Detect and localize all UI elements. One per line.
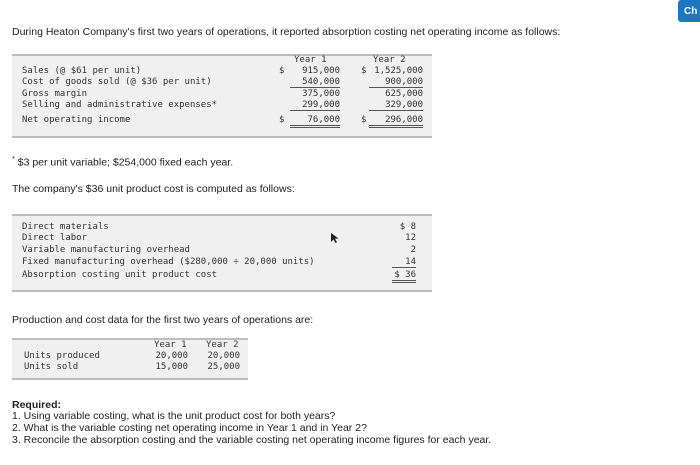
- uc-row-label: Absorption costing unit product cost: [22, 270, 218, 280]
- is-y1-prefix: $: [279, 115, 285, 125]
- is-y1-value: 375,000: [302, 89, 340, 99]
- is-row-label: Sales (@ $61 per unit): [22, 66, 142, 76]
- prod-year2-header: Year 2: [206, 340, 239, 350]
- uc-row-value: 12: [405, 233, 416, 243]
- is-y2-value: 625,000: [385, 89, 423, 99]
- year1-header: Year 1: [294, 55, 327, 65]
- uc-row-label: Direct labor: [22, 233, 88, 243]
- is-row-label: Selling and administrative expenses*: [22, 100, 218, 110]
- uc-row-label: Direct materials: [22, 222, 109, 232]
- uc-row-value: 14: [392, 257, 416, 268]
- is-y1-prefix: $: [279, 66, 285, 76]
- prod-year1-header: Year 1: [154, 340, 187, 350]
- footnote-mark: *: [12, 156, 15, 163]
- production-intro: Production and cost data for the first two years of operations are:: [12, 314, 314, 326]
- is-row-label: Cost of goods sold (@ $36 per unit): [22, 77, 212, 87]
- unit-cost-intro: The company's $36 unit product cost is computed as follows:: [12, 183, 295, 195]
- is-y1-value: 540,000: [290, 77, 340, 88]
- is-y2-prefix: $: [361, 66, 367, 76]
- prod-y1-value: 20,000: [155, 351, 188, 361]
- uc-row-label: Fixed manufacturing overhead ($280,000 ÷ 20,000 units): [22, 257, 315, 267]
- required-item-1: 1. Using variable costing, what is the unit product cost for both years?: [12, 410, 336, 422]
- prod-y2-value: 25,000: [207, 362, 240, 372]
- footnote: [12, 156, 233, 169]
- prod-y2-value: 20,000: [207, 351, 240, 361]
- prod-row-label: Units produced: [24, 351, 100, 361]
- prod-row-label: Units sold: [24, 362, 79, 372]
- required-item-2: 2. What is the variable costing net operating income in Year 1 and in Year 2?: [12, 422, 367, 434]
- mouse-cursor-icon: [330, 232, 340, 244]
- prod-y1-value: 15,000: [155, 362, 188, 372]
- footnote-text: $3 per unit variable; $254,000 fixed each year.: [17, 156, 234, 169]
- required-title: Required:: [12, 399, 62, 411]
- uc-row-value: $ 36: [392, 270, 416, 283]
- uc-row-value: 2: [410, 245, 416, 255]
- is-y2-value: 900,000: [369, 77, 423, 88]
- is-y1-value: 76,000: [290, 115, 340, 128]
- is-y1-value: 915,000: [302, 66, 340, 76]
- is-y2-value: 1,525,000: [374, 66, 423, 76]
- is-y2-value: 329,000: [369, 100, 423, 111]
- is-y1-value: 299,000: [290, 100, 340, 111]
- intro-text: During Heaton Company's first two years of operations, it reported absorption costing net operating income as follows:: [12, 26, 561, 38]
- is-row-label: Net operating income: [22, 115, 131, 125]
- corner-button[interactable]: Ch: [678, 0, 700, 22]
- is-row-label: Gross margin: [22, 89, 88, 99]
- year2-header: Year 2: [373, 55, 406, 65]
- required-item-3: 3. Reconcile the absorption costing and the variable costing net operating income figures for each year.: [12, 434, 492, 446]
- uc-row-value: $ 8: [399, 222, 416, 232]
- uc-row-label: Variable manufacturing overhead: [22, 245, 190, 255]
- is-y2-value: 296,000: [369, 115, 423, 128]
- is-y2-prefix: $: [361, 115, 367, 125]
